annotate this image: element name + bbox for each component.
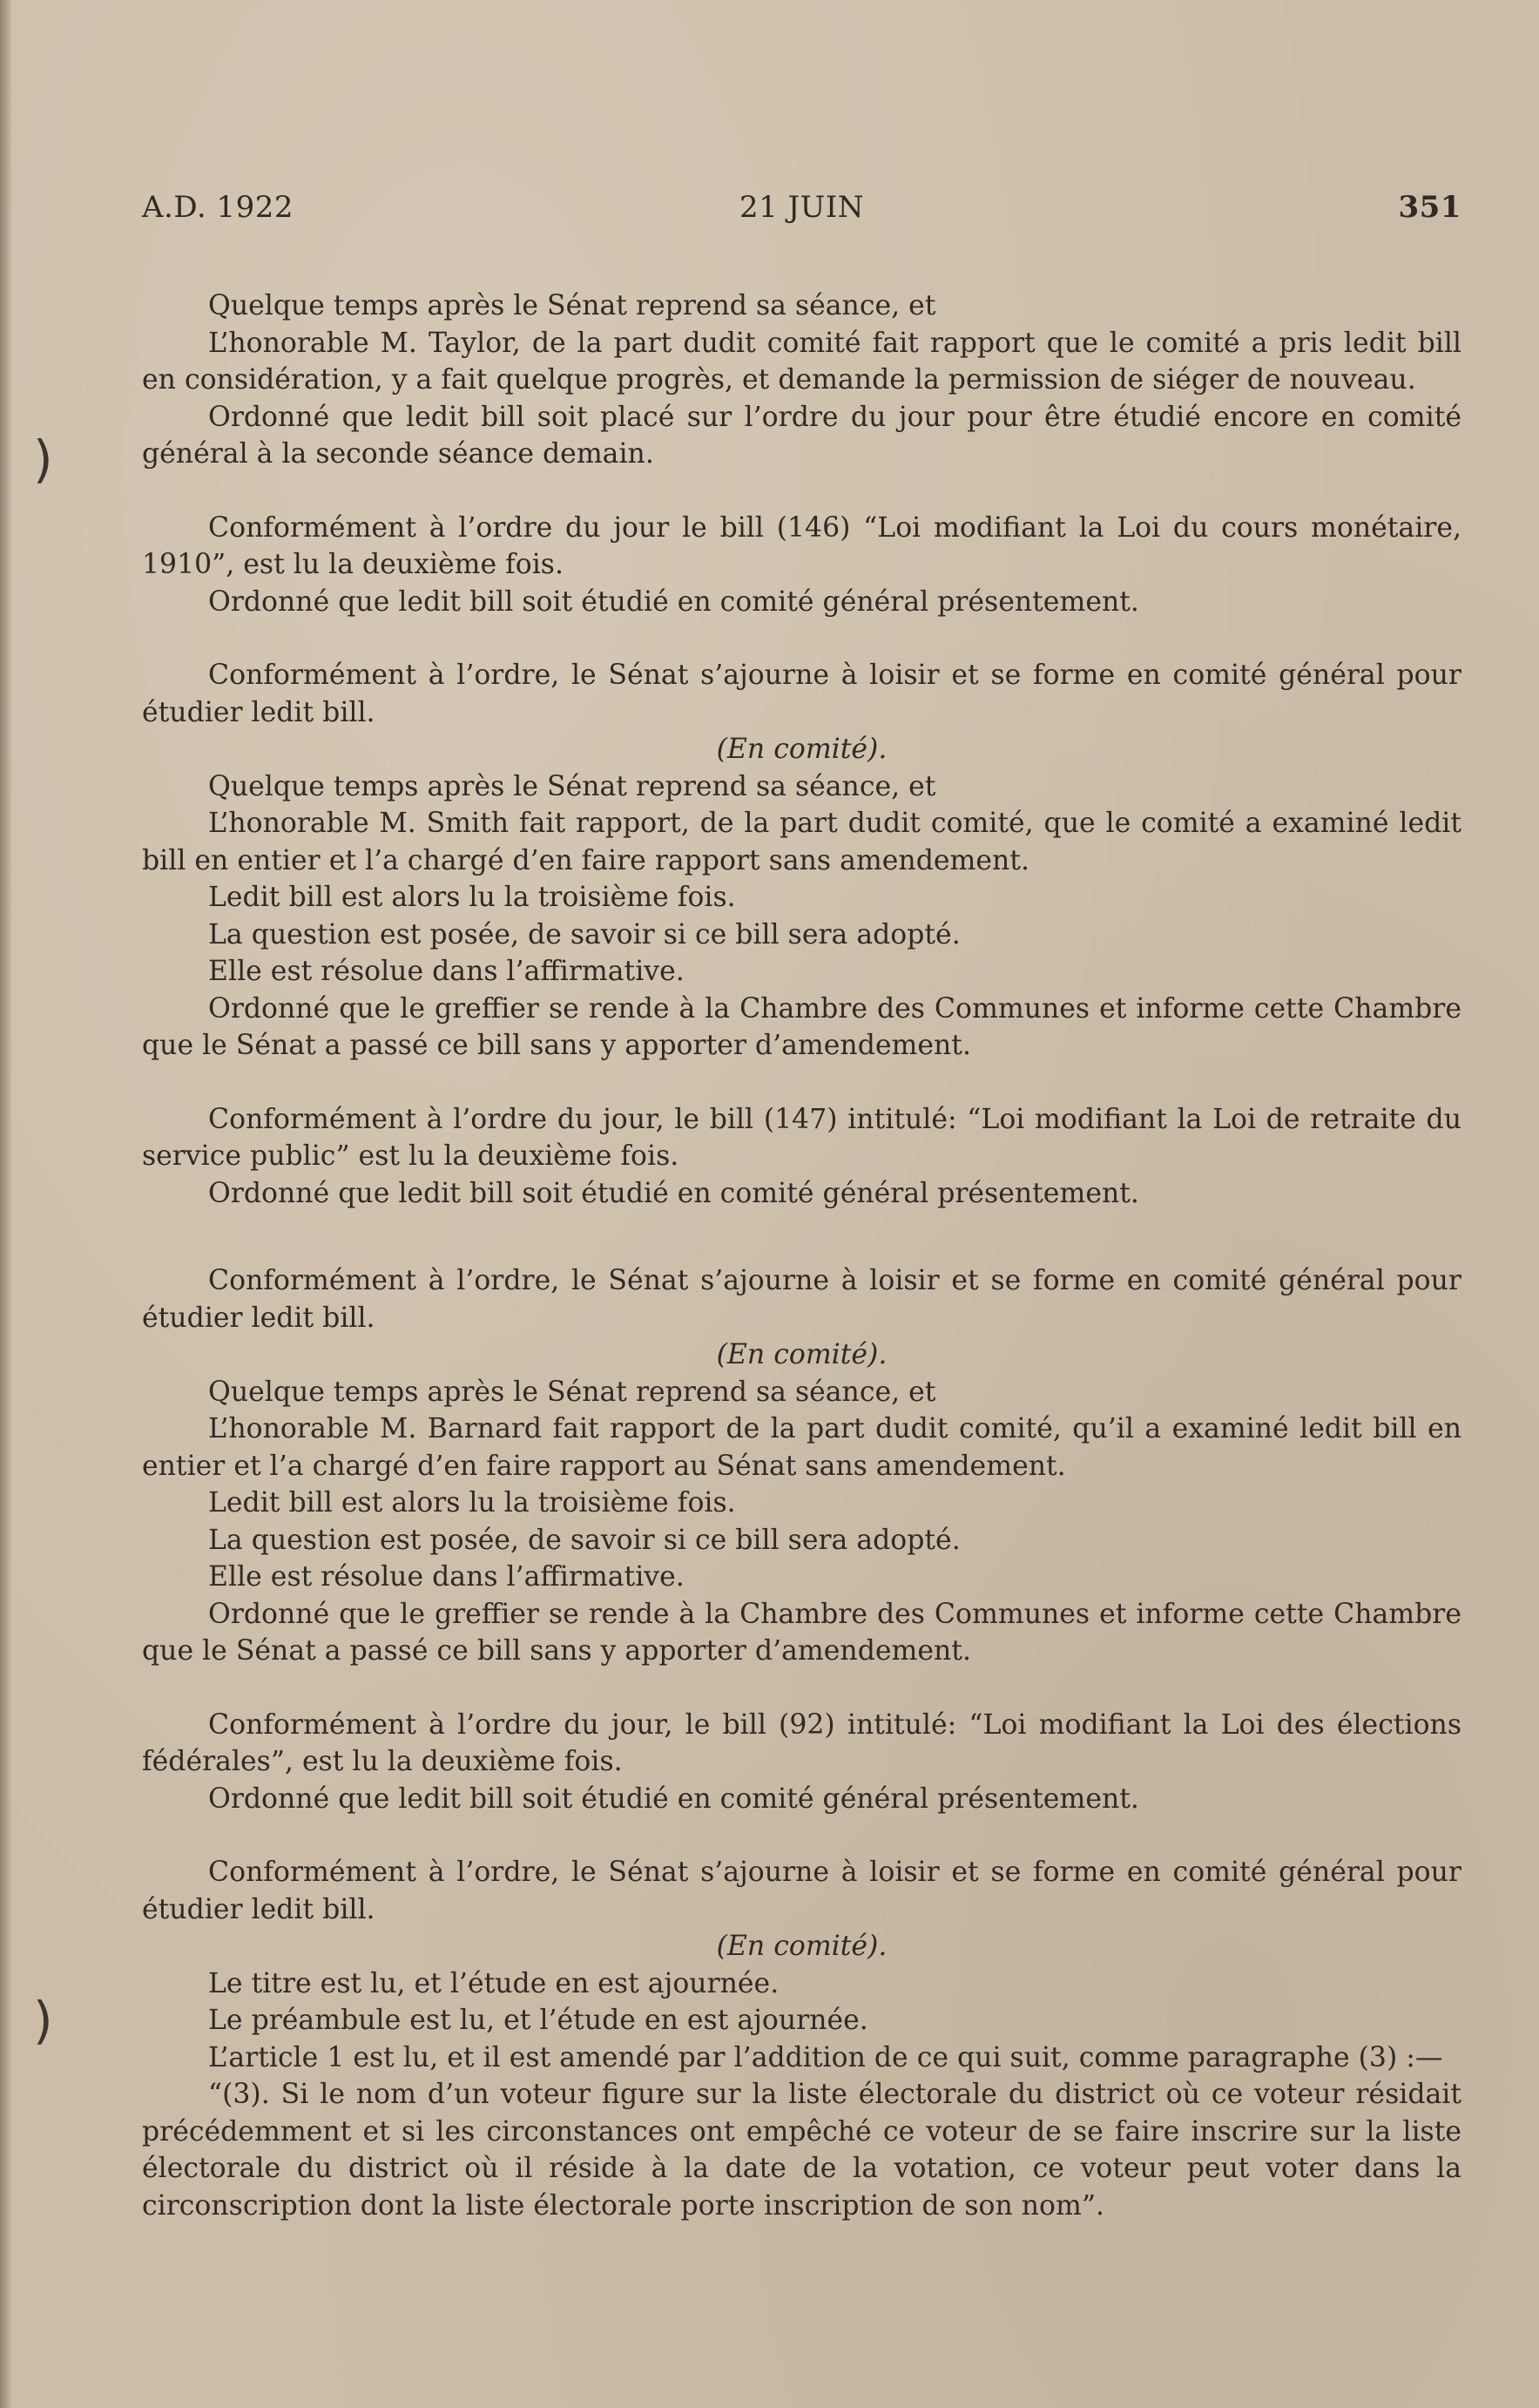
header-year: A.D. 1922 xyxy=(142,190,294,225)
paragraph: Conformément à l’ordre du jour, le bill (147) intitulé: “Loi modifiant la Loi de retraite du service public” est lu la deuxième fois. xyxy=(142,1103,1461,1172)
paragraph: Le préambule est lu, et l’étude en est ajournée. xyxy=(208,2005,868,2036)
paragraph: Ordonné que ledit bill soit étudié en comité général présentement. xyxy=(208,1177,1139,1209)
committee-heading: (En comité). xyxy=(716,1931,888,1962)
page-header xyxy=(142,190,1461,233)
paragraph: Conformément à l’ordre, le Sénat s’ajourne à loisir et se forme en comité général pour étudier ledit bill. xyxy=(142,659,1461,728)
binding-hole-mark: ) xyxy=(33,430,53,489)
paragraph: Quelque temps après le Sénat reprend sa séance, et xyxy=(208,1376,936,1408)
body-text xyxy=(142,287,1461,2224)
paragraph: Ledit bill est alors lu la troisième fois. xyxy=(208,1487,736,1519)
committee-heading: (En comité). xyxy=(716,734,888,765)
paragraph: Elle est résolue dans l’affirmative. xyxy=(208,1561,685,1593)
header-date: 21 JUIN xyxy=(739,190,865,225)
committee-heading: (En comité). xyxy=(716,1339,888,1370)
binding-edge xyxy=(0,0,12,2408)
page-number: 351 xyxy=(1398,190,1461,225)
paragraph: “(3). Si le nom d’un voteur figure sur la liste électorale du district où ce voteur résidait précédemment et si les circonstances ont empêché ce voteur de se faire inscrire sur la liste électorale du district où il réside à la date de la votation, ce voteur peut voter dans la circonscription dont la liste électorale porte inscription de son nom”. xyxy=(142,2079,1461,2222)
paragraph: Elle est résolue dans l’affirmative. xyxy=(208,956,685,987)
paragraph: L’honorable M. Taylor, de la part dudit comité fait rapport que le comité a pris ledit bill en considération, y a fait quelque progrès, et demande la permission de siéger de nouveau. xyxy=(142,327,1461,396)
paragraph: Ordonné que ledit bill soit étudié en comité général présentement. xyxy=(208,585,1139,618)
paragraph: Conformément à l’ordre, le Sénat s’ajourne à loisir et se forme en comité général pour étudier ledit bill. xyxy=(142,1857,1461,1925)
paragraph: Le titre est lu, et l’étude en est ajournée. xyxy=(208,1967,780,1999)
paragraph: Ordonné que ledit bill soit étudié en comité général présentement. xyxy=(208,1782,1139,1815)
paragraph: Conformément à l’ordre, le Sénat s’ajourne à loisir et se forme en comité général pour étudier ledit bill. xyxy=(142,1265,1461,1334)
paragraph: La question est posée, de savoir si ce bill sera adopté. xyxy=(208,1524,961,1556)
paragraph: Ledit bill est alors lu la troisième fois. xyxy=(208,882,736,913)
paragraph: Ordonné que le greffier se rende à la Chambre des Communes et informe cette Chambre que le Sénat a passé ce bill sans y apporter d’amendement. xyxy=(142,992,1461,1061)
paragraph: La question est posée, de savoir si ce bill sera adopté. xyxy=(208,918,961,950)
paragraph: Quelque temps après le Sénat reprend sa séance, et xyxy=(208,770,936,802)
paragraph: Ordonné que ledit bill soit placé sur l’ordre du jour pour être étudié encore en comité général à la seconde séance demain. xyxy=(142,401,1461,470)
paragraph: Conformément à l’ordre du jour le bill (146) “Loi modifiant la Loi du cours monétaire, 1910”, est lu la deuxième fois. xyxy=(142,511,1461,580)
paragraph: L’honorable M. Smith fait rapport, de la part dudit comité, que le comité a examiné ledit bill en entier et l’a chargé d’en faire rapport sans amendement. xyxy=(142,808,1461,876)
paragraph: Conformément à l’ordre du jour, le bill (92) intitulé: “Loi modifiant la Loi des élections fédérales”, est lu la deuxième fois. xyxy=(142,1708,1461,1777)
paragraph: L’article 1 est lu, et il est amendé par l’addition de ce qui suit, comme paragraphe (3) :— xyxy=(208,2041,1443,2073)
paragraph: Ordonné que le greffier se rende à la Chambre des Communes et informe cette Chambre que le Sénat a passé ce bill sans y apporter d’amendement. xyxy=(142,1598,1461,1667)
paragraph: Quelque temps après le Sénat reprend sa séance, et xyxy=(208,290,936,321)
paragraph: L’honorable M. Barnard fait rapport de la part dudit comité, qu’il a examiné ledit bill en entier et l’a chargé d’en faire rapport au Sénat sans amendement. xyxy=(142,1413,1461,1482)
binding-hole-mark: ) xyxy=(33,1991,53,2050)
